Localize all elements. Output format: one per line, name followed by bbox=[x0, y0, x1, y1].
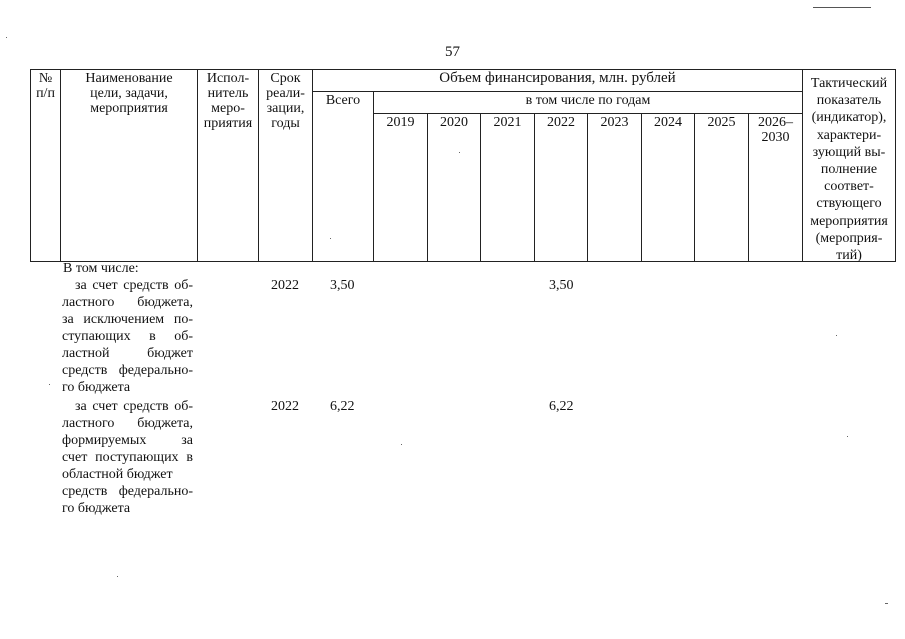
page-number: 57 bbox=[445, 44, 460, 60]
scan-speck bbox=[330, 238, 331, 239]
header-year-2021: 2021 bbox=[480, 113, 535, 262]
top-rule bbox=[813, 7, 871, 8]
row-2-term: 2022 bbox=[271, 399, 299, 414]
scan-speck bbox=[847, 436, 848, 437]
scan-speck bbox=[6, 37, 7, 38]
row-2-2022: 6,22 bbox=[549, 399, 574, 414]
intro-label: В том числе: bbox=[63, 261, 139, 276]
header-total: Всего bbox=[312, 91, 374, 262]
header-year-2022: 2022 bbox=[534, 113, 588, 262]
row-1-total: 3,50 bbox=[330, 278, 355, 293]
header-year-2026-2030: 2026– 2030 bbox=[748, 113, 803, 262]
scan-speck bbox=[836, 335, 837, 336]
header-year-2019: 2019 bbox=[373, 113, 428, 262]
scan-speck bbox=[885, 603, 888, 604]
header-by-years: в том числе по годам bbox=[373, 91, 803, 114]
header-indicator: Тактический показатель (индикатор), характери- зующий вы- полнение соответ- ствующего мероприятия (мероприя- тий) bbox=[802, 69, 896, 262]
scan-speck bbox=[459, 152, 460, 153]
header-num: № п/п bbox=[30, 69, 61, 262]
header-executor: Испол- нитель меро- приятия bbox=[197, 69, 259, 262]
header-year-2020: 2020 bbox=[427, 113, 481, 262]
header-name: Наименование цели, задачи, мероприятия bbox=[60, 69, 198, 262]
row-2-description: за счет средств об- ластного бюджета, формируемых за счет поступающих в областной бюджет средств федерально- го бюджета bbox=[62, 399, 193, 516]
header-term: Срок реали- зации, годы bbox=[258, 69, 313, 262]
header-financing: Объем финансирования, млн. рублей bbox=[312, 69, 803, 92]
row-1-2022: 3,50 bbox=[549, 278, 574, 293]
scan-speck bbox=[49, 384, 50, 385]
scan-speck bbox=[117, 576, 118, 577]
header-year-2023: 2023 bbox=[587, 113, 642, 262]
row-2-total: 6,22 bbox=[330, 399, 355, 414]
row-1-description: за счет средств об- ластного бюджета, за исключением по- ступающих в об- ластной бюджет средств федерально- го бюджета bbox=[62, 278, 193, 395]
scan-speck bbox=[401, 444, 402, 445]
header-year-2024: 2024 bbox=[641, 113, 695, 262]
row-1-term: 2022 bbox=[271, 278, 299, 293]
header-year-2025: 2025 bbox=[694, 113, 749, 262]
